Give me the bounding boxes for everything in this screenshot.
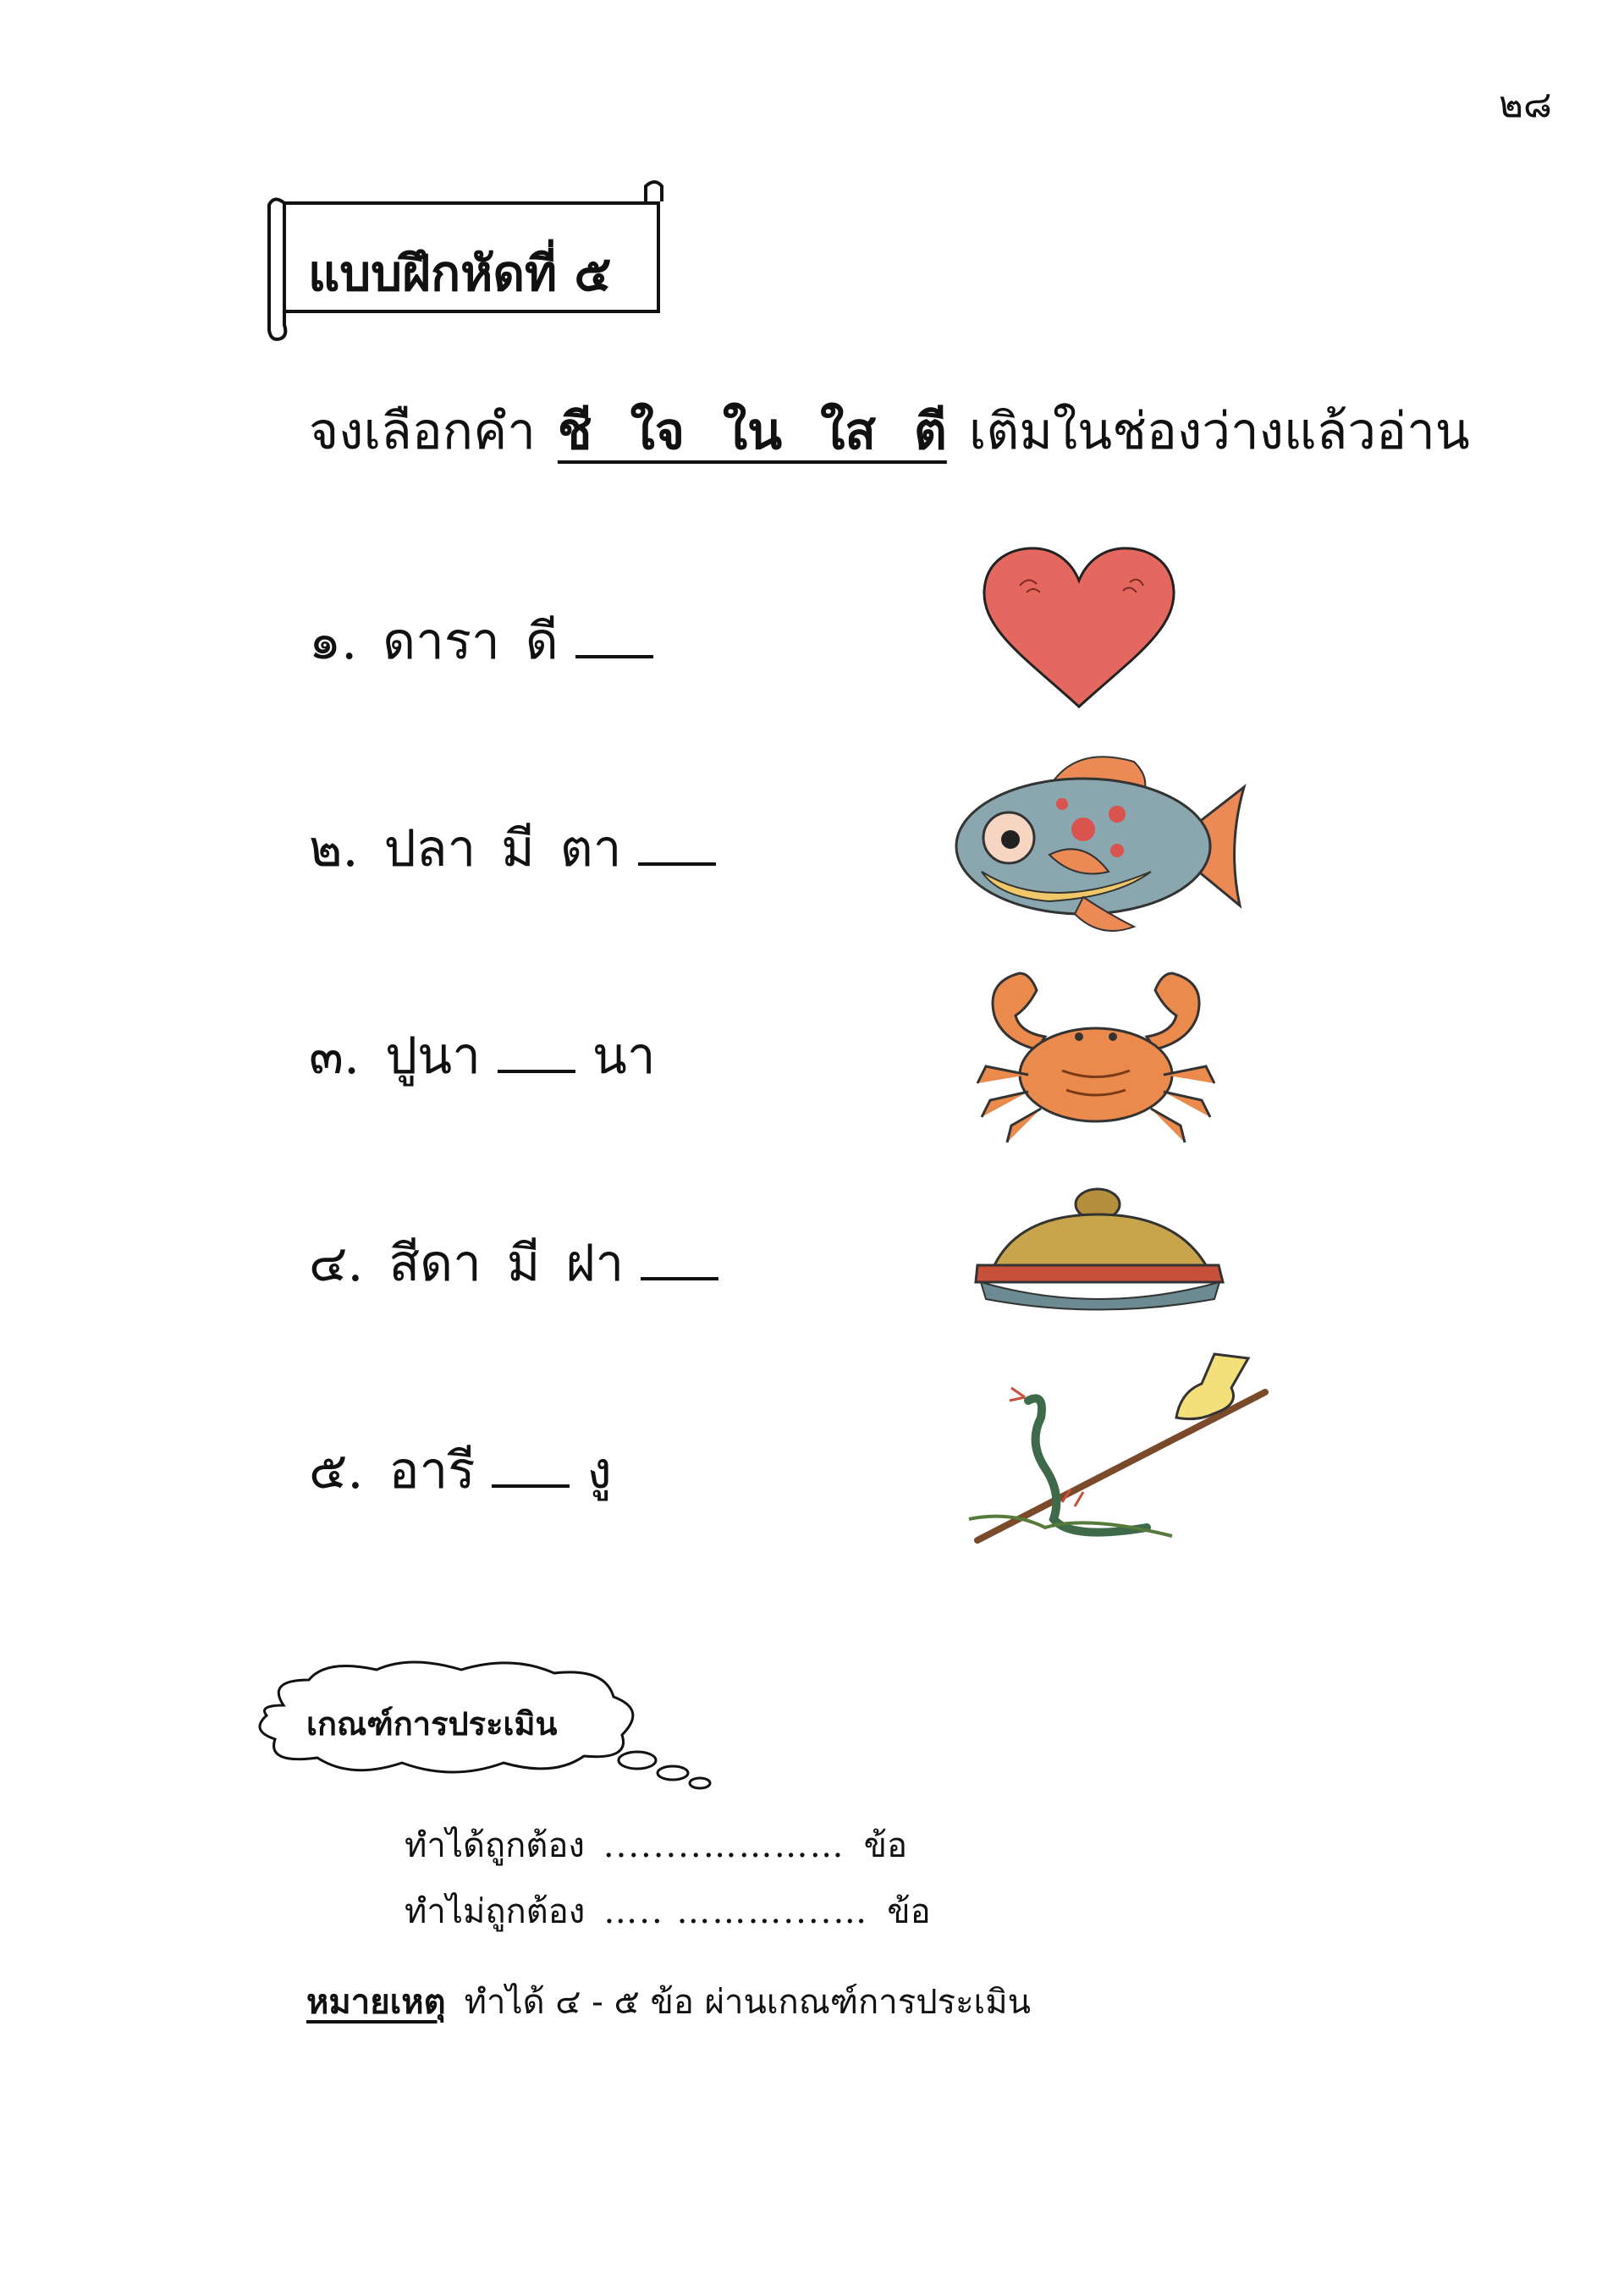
incorrect-unit: ข้อ xyxy=(887,1892,931,1931)
incorrect-score-line xyxy=(405,1884,931,1938)
instruction xyxy=(309,391,1470,471)
correct-unit: ข้อ xyxy=(863,1826,907,1865)
item-number: ๕. xyxy=(309,1441,364,1500)
incorrect-label: ทำไม่ถูกต้อง xyxy=(405,1892,586,1931)
correct-score-line xyxy=(405,1818,907,1872)
correct-dots[interactable]: ........………… xyxy=(603,1826,845,1865)
note xyxy=(306,1974,1031,2029)
snake-stick-icon xyxy=(961,1350,1274,1553)
exercise-item xyxy=(309,1223,735,1303)
exercise-title: แบบฝึกหัดที่ ๕ xyxy=(308,245,612,302)
item-number: ๒. xyxy=(309,819,359,878)
item-word: ปลา xyxy=(383,819,476,878)
answer-blank[interactable] xyxy=(641,1269,718,1280)
item-number: ๓. xyxy=(309,1027,361,1086)
item-word: งู xyxy=(586,1441,612,1500)
item-word: มี xyxy=(501,819,535,878)
instruction-before: จงเลือกคำ xyxy=(309,402,536,461)
title-banner xyxy=(261,176,667,345)
exercise-item xyxy=(309,1430,612,1511)
incorrect-dots[interactable]: ….. ………....… xyxy=(603,1892,869,1931)
page-number: ๒๘ xyxy=(1499,83,1552,126)
answer-blank[interactable] xyxy=(638,854,716,866)
note-text: ทำได้ ๔ - ๕ ข้อ ผ่านเกณฑ์การประเมิน xyxy=(464,1983,1031,2022)
assessment-label: เกณฑ์การประเมิน xyxy=(306,1704,558,1743)
item-word: ปูนา xyxy=(385,1027,481,1086)
word-choices: ชี ใจ ใน ใส ตี xyxy=(557,402,947,461)
lid-icon xyxy=(969,1181,1231,1316)
item-word: ดารา xyxy=(383,612,500,671)
item-word: อารี xyxy=(388,1441,476,1500)
item-word: ฝา xyxy=(565,1234,625,1293)
instruction-after: เติมในช่องว่างแล้วอ่าน xyxy=(968,402,1470,461)
item-word: มี xyxy=(506,1234,541,1293)
item-word: ดี xyxy=(525,612,559,671)
heart-icon xyxy=(977,542,1181,711)
correct-label: ทำได้ถูกต้อง xyxy=(405,1826,585,1865)
exercise-item xyxy=(309,808,733,889)
exercise-item xyxy=(309,601,670,681)
note-label: หมายเหตุ xyxy=(306,1982,446,2022)
item-word: สีดา xyxy=(388,1234,482,1293)
item-word: ตา xyxy=(559,819,622,878)
fish-icon xyxy=(948,745,1252,939)
answer-blank[interactable] xyxy=(575,647,653,658)
answer-blank[interactable] xyxy=(498,1061,575,1073)
exercise-item xyxy=(309,1016,656,1096)
crab-icon xyxy=(969,956,1223,1151)
item-word: นา xyxy=(592,1027,656,1086)
item-number: ๑. xyxy=(309,612,358,671)
item-number: ๔. xyxy=(309,1234,364,1293)
answer-blank[interactable] xyxy=(492,1476,570,1488)
